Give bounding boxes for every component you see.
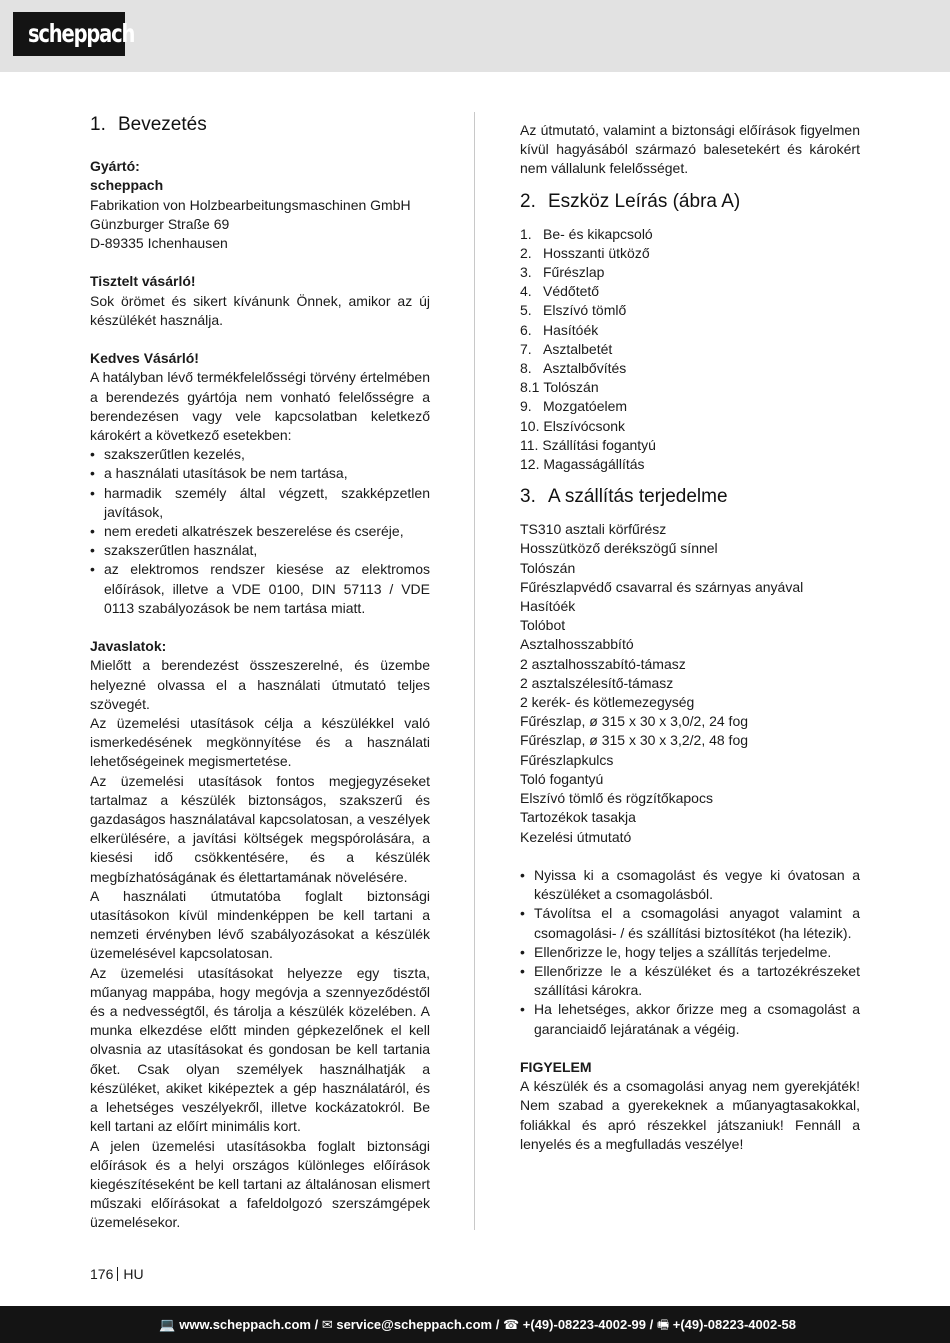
list-item: • Ha lehetséges, akkor őrizze meg a csomagolást a garanciaidő lejáratának a végéig. [520,1000,860,1038]
email-link[interactable]: service@scheppach.com / [336,1317,500,1332]
list-item: Fűrészlapkulcs [520,751,614,768]
section-2-heading: 2. Eszköz Leírás (ábra A) [520,190,741,212]
page-separator [117,1267,118,1281]
list-item: Tolóbot [520,617,566,634]
recommendation-paragraph: A használati útmutatóba foglalt biztonsági utasításokon kívül mindenképpen be kell tartani a nemzeti érvényben lévő szabályozásokat a készülék üzemelésével kapcsolatosan. [90,887,430,962]
list-item: 2 kerék- és kötlemezegység [520,694,695,711]
delivery-list [520,520,860,846]
address-line: D-89335 Ichenhausen [90,235,228,251]
list-item: Kezelési útmutató [520,828,632,845]
recommendation-paragraph: Mielőtt a berendezést összeszerelné, és üzembe helyezné olvassa el a használati útmutató teljes szövegét. [90,657,430,712]
recommendation-paragraph: Az üzemelési utasítások célja a készülékkel való ismerkedésének megkönnyítése és a használati lehetőségeinek megismertetése. [90,715,430,770]
footer-bar [0,1306,950,1343]
list-item: 8.1 Tolószán [520,379,599,396]
column-divider [474,112,475,1230]
list-item: 3. Fűrészlap [520,264,605,281]
list-item: • szakszerűtlen használat, [90,541,430,560]
list-item: 1. Be- és kikapcsoló [520,225,653,242]
list-item: 5. Elszívó tömlő [520,302,627,319]
list-item: Hosszütköző derékszögű sínnel [520,540,718,557]
mail-icon: ✉ [321,1317,333,1332]
phone-icon: ☎ [502,1317,520,1332]
list-item: • szakszerűtlen kezelés, [90,445,430,464]
fax-icon: 🖷 [656,1317,670,1332]
list-item: 10. Elszívócsonk [520,417,626,434]
left-column [90,112,430,1233]
unpacking-steps [520,866,860,1039]
fax-number: +(49)-08223-4002-58 [672,1317,796,1332]
section-1-heading: 1. Bevezetés [90,114,207,135]
liability-text: A hatályban lévő termékfelelősségi törvény értelmében a berendezés gyártója nem vonható felelősségre a berendezésen vagy vele kapcsolatban keletkező károkért a következő esetekben: [90,369,430,443]
parts-list [520,225,860,475]
list-item: 11. Szállítási fogantyú [520,436,656,453]
phone-number: +(49)-08223-4002-99 / [522,1317,654,1332]
warning-text: A készülék és a csomagolási anyag nem gyerekjáték! Nem szabad a gyerekeknek a műanyagtasakokkal, foliákkal és apró részekkel játszaniuk! Fennáll a lenyelés és a megfulladás veszélye! [520,1078,860,1152]
address-line: Fabrikation von Holzbearbeitungsmaschinen GmbH [90,196,411,213]
manufacturer-label: Gyártó: [90,158,140,175]
list-item: 12. Magasságállítás [520,456,645,473]
warning-label: FIGYELEM [520,1058,592,1075]
computer-icon: 💻 [159,1317,176,1332]
list-item: 6. Hasítóék [520,321,599,338]
list-item: 8. Asztalbővítés [520,360,627,377]
recommendation-paragraph: Az üzemelési utasításokat helyezze egy tiszta, műanyag mappába, hogy megóvja a szennyeződéstől és a nedvességtől, és tárolja a készülék közelében. A munka elkezdése előtt minden gépkezelőnek el kell olvasnia az utasításokat és gondosan be kell tartania őket. Csak olyan személyek használhatják a készüléket, akiket kiképeztek a gép használatáról, és a lehetséges veszélyekről, illetve kockázatokról. Be kell tartani az előírt minimális kort. [90,964,430,1135]
section-3-heading: 3. A szállítás terjedelme [520,486,728,508]
list-item: Tolószán [520,559,576,576]
list-item: Asztalhosszabbító [520,636,634,653]
greeting-1-text: Sok örömet és sikert kívánunk Önnek, amikor az új készülékét használja. [90,292,430,328]
footer-contacts [159,1316,796,1333]
greeting-2-label: Kedves Vásárló! [90,350,199,367]
page-number: 176 HU [90,1266,144,1282]
liability-bullets [90,445,430,618]
list-item: Fűrészlap, ø 315 x 30 x 3,2/2, 48 fog [520,732,749,749]
greeting-1-label: Tisztelt vásárló! [90,273,196,290]
list-item: • Ellenőrizze le a készüléket és a tartozékrészeket szállítási károkra. [520,962,860,1000]
right-column [520,121,860,1154]
list-item: 9. Mozgatóelem [520,398,628,415]
list-item: TS310 asztali körfűrész [520,521,667,538]
list-item: Fűrészlap, ø 315 x 30 x 3,0/2, 24 fog [520,713,749,730]
list-item: • Ellenőrizze le, hogy teljes a szállítás terjedelme. [520,943,860,962]
list-item: • harmadik személy által végzett, szakképzetlen javítások, [90,484,430,522]
list-item: • nem eredeti alkatrészek beszerelése és cseréje, [90,522,430,541]
list-item: 2 asztalszélesítő-támasz [520,674,674,691]
list-item: 7. Asztalbetét [520,340,613,357]
scheppach-logo: scheppach [13,12,125,56]
list-item: • Nyissa ki a csomagolást és vegye ki óvatosan a készüléket a csomagolásból. [520,866,860,904]
address-line: Günzburger Straße 69 [90,215,230,232]
website-link[interactable]: www.scheppach.com / [179,1317,319,1332]
header-band [0,0,950,72]
list-item: Fűrészlapvédő csavarral és szárnyas anyával [520,578,804,595]
list-item: 2 asztalhosszabító-támasz [520,655,686,672]
recommendation-paragraph: A jelen üzemelési utasításokba foglalt biztonsági előírások és a helyi országos különleges előírások kiegészítéseként be kell tartani az általánosan elismert műszaki előírásokat a fafeldolgozó szerszámgépek üzemelésekor. [90,1137,430,1231]
list-item: 4. Védőtető [520,283,600,300]
recommendation-paragraph: Az üzemelési utasítások fontos megjegyzéseket tartalmaz a készülék biztonságos, szakszerű és gazdaságos használatával kapcsolatosan, a veszélyek elkerülésére, a javítási költségek megspórolására, a kiesési idő csökkentésére, és a készülék megbízhatóságának és élettartamának növelésére. [90,772,430,885]
list-item: 2. Hosszanti ütköző [520,244,650,261]
list-item: • a használati utasítások be nem tartása, [90,464,430,483]
list-item: • Távolítsa el a csomagolási anyagot valamint a csomagolási- / és szállítási biztosítékot (ha létezik). [520,904,860,942]
list-item: • az elektromos rendszer kiesése az elektromos előírások, illetve a VDE 0100, DIN 57113 / VDE 0113 szabályozások be nem tartása miatt. [90,560,430,618]
list-item: Hasítóék [520,598,576,615]
list-item: Toló fogantyú [520,770,604,787]
disclaimer-text: Az útmutató, valamint a biztonsági előírások figyelmen kívül hagyásából származó balesetekért és károkért nem vállalunk felelősséget. [520,122,860,177]
manufacturer-name: scheppach [90,177,164,194]
recommendations-label: Javaslatok: [90,638,167,655]
list-item: Tartozékok tasakja [520,809,636,826]
list-item: Elszívó tömlő és rögzítőkapocs [520,790,713,807]
